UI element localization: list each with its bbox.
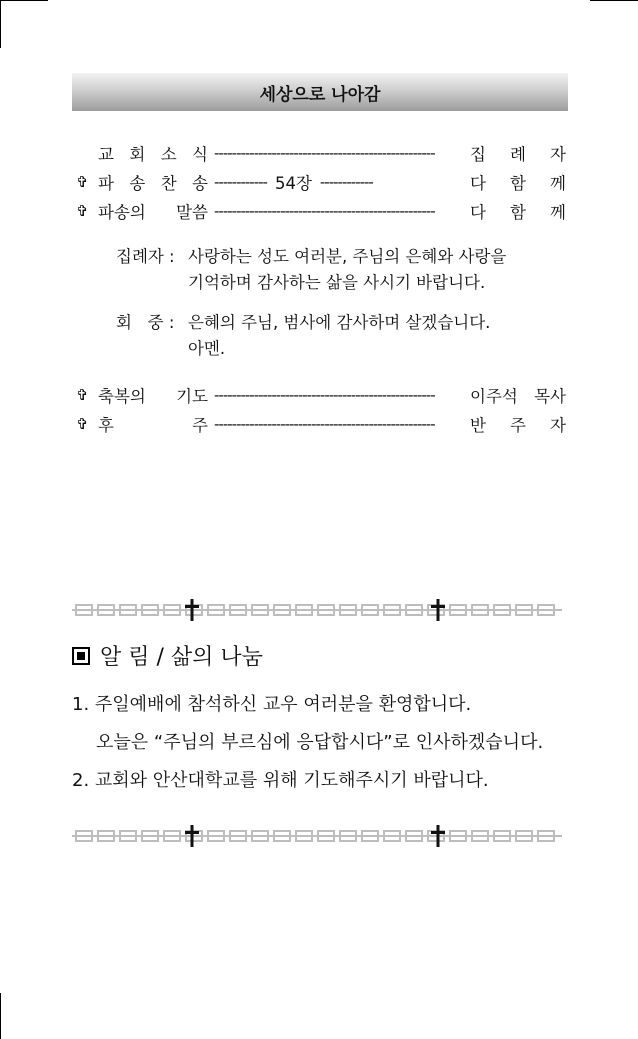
order-label-part: 축복의: [98, 387, 146, 406]
notice-item-2: 2. 교회와 안산대학교를 위해 기도해주시기 바랍니다.: [72, 770, 489, 791]
congregation-line-2: 아멘.: [188, 339, 226, 358]
hymn-number: 54장: [274, 174, 312, 193]
crop-mark-bottom-left: [0, 993, 1, 1039]
congregation-line-1: 은혜의 주님, 범사에 감사하며 살겠습니다.: [188, 313, 491, 332]
crop-mark-top-left: [0, 0, 1, 48]
leader-dashes: --------------------------------------------------: [214, 386, 435, 404]
square-bullet-icon: [72, 647, 90, 665]
notice-item-1-line-2: 오늘은 “주님의 부르심에 응답합시다”로 인사하겠습니다.: [96, 732, 544, 753]
order-responsible-part: 함: [510, 203, 526, 222]
order-responsible-part: 목사: [534, 387, 566, 406]
order-row: [76, 170, 566, 194]
order-label: [98, 383, 214, 407]
cross-chain-divider-1: [72, 597, 562, 623]
order-label: [98, 141, 214, 165]
order-row: [76, 199, 566, 223]
order-row: [76, 141, 566, 165]
leader-dashes: ------------ 54장 ------------: [214, 170, 462, 194]
order-label-part: 식: [192, 145, 208, 164]
order-label-part: 회: [129, 145, 146, 164]
order-responsible-part: 께: [550, 174, 566, 193]
order-responsible-part: 반: [470, 416, 486, 435]
notice-item-1-line-1: 1. 주일예배에 참석하신 교우 여러분을 환영합니다.: [72, 694, 472, 715]
cross-icon: ✞: [76, 173, 89, 191]
order-row: [76, 383, 566, 407]
crop-mark-top-left-h: [0, 0, 48, 1]
order-responsible: [470, 412, 566, 436]
order-responsible-part: 례: [510, 145, 526, 164]
order-responsible: [470, 141, 566, 165]
order-label-part: 파송의: [98, 203, 146, 222]
order-label-part: 주: [192, 416, 208, 435]
order-responsible: [470, 170, 566, 194]
order-label-part: 말씀: [176, 203, 208, 222]
order-responsible-part: 함: [510, 174, 526, 193]
notices-title: 알 림 / 삶의 나눔: [100, 645, 263, 670]
order-label: [98, 412, 214, 436]
order-responsible-part: 자: [550, 416, 566, 435]
order-label-part: 파: [98, 174, 114, 193]
order-responsible-part: 다: [470, 174, 486, 193]
order-responsible-part: 주: [510, 416, 526, 435]
order-label-part: 교: [98, 145, 114, 164]
order-responsible: [470, 383, 566, 407]
order-responsible-part: 이주석: [470, 387, 518, 406]
leader-dashes: --------------------------------------------------: [214, 144, 435, 162]
order-responsible: [470, 199, 566, 223]
congregation-label: 회 중 :: [116, 313, 175, 332]
cross-icon: ✞: [76, 202, 89, 220]
order-label-part: 후: [98, 416, 114, 435]
order-responsible-part: 집: [470, 145, 486, 164]
order-responsible-part: 다: [470, 203, 486, 222]
leader-dashes: --------------------------------------------------: [214, 202, 435, 220]
cross-icon: ✞: [76, 415, 89, 433]
order-responsible-part: 자: [550, 145, 566, 164]
order-row: [76, 412, 566, 436]
order-label: [98, 170, 214, 194]
order-label-part: 기도: [176, 387, 208, 406]
notices-heading: [72, 640, 263, 671]
order-label-part: 송: [192, 174, 208, 193]
leader-label: 집례자 :: [116, 247, 175, 266]
section-banner: [72, 73, 568, 111]
leader-dashes: --------------------------------------------------: [214, 415, 435, 433]
order-responsible-part: 께: [550, 203, 566, 222]
order-label: [98, 199, 214, 223]
order-label-part: 송: [129, 174, 146, 193]
cross-chain-divider-2: [72, 823, 562, 849]
banner-title: 세상으로 나아감: [259, 84, 381, 105]
leader-line-1: 사랑하는 성도 여러분, 주님의 은혜와 사랑을: [188, 247, 507, 266]
crop-mark-top-right: [590, 0, 638, 1]
leader-line-2: 기억하며 감사하는 삶을 사시기 바랍니다.: [188, 273, 486, 292]
order-label-part: 찬: [160, 174, 177, 193]
cross-icon: ✞: [76, 386, 89, 404]
order-label-part: 소: [160, 145, 177, 164]
